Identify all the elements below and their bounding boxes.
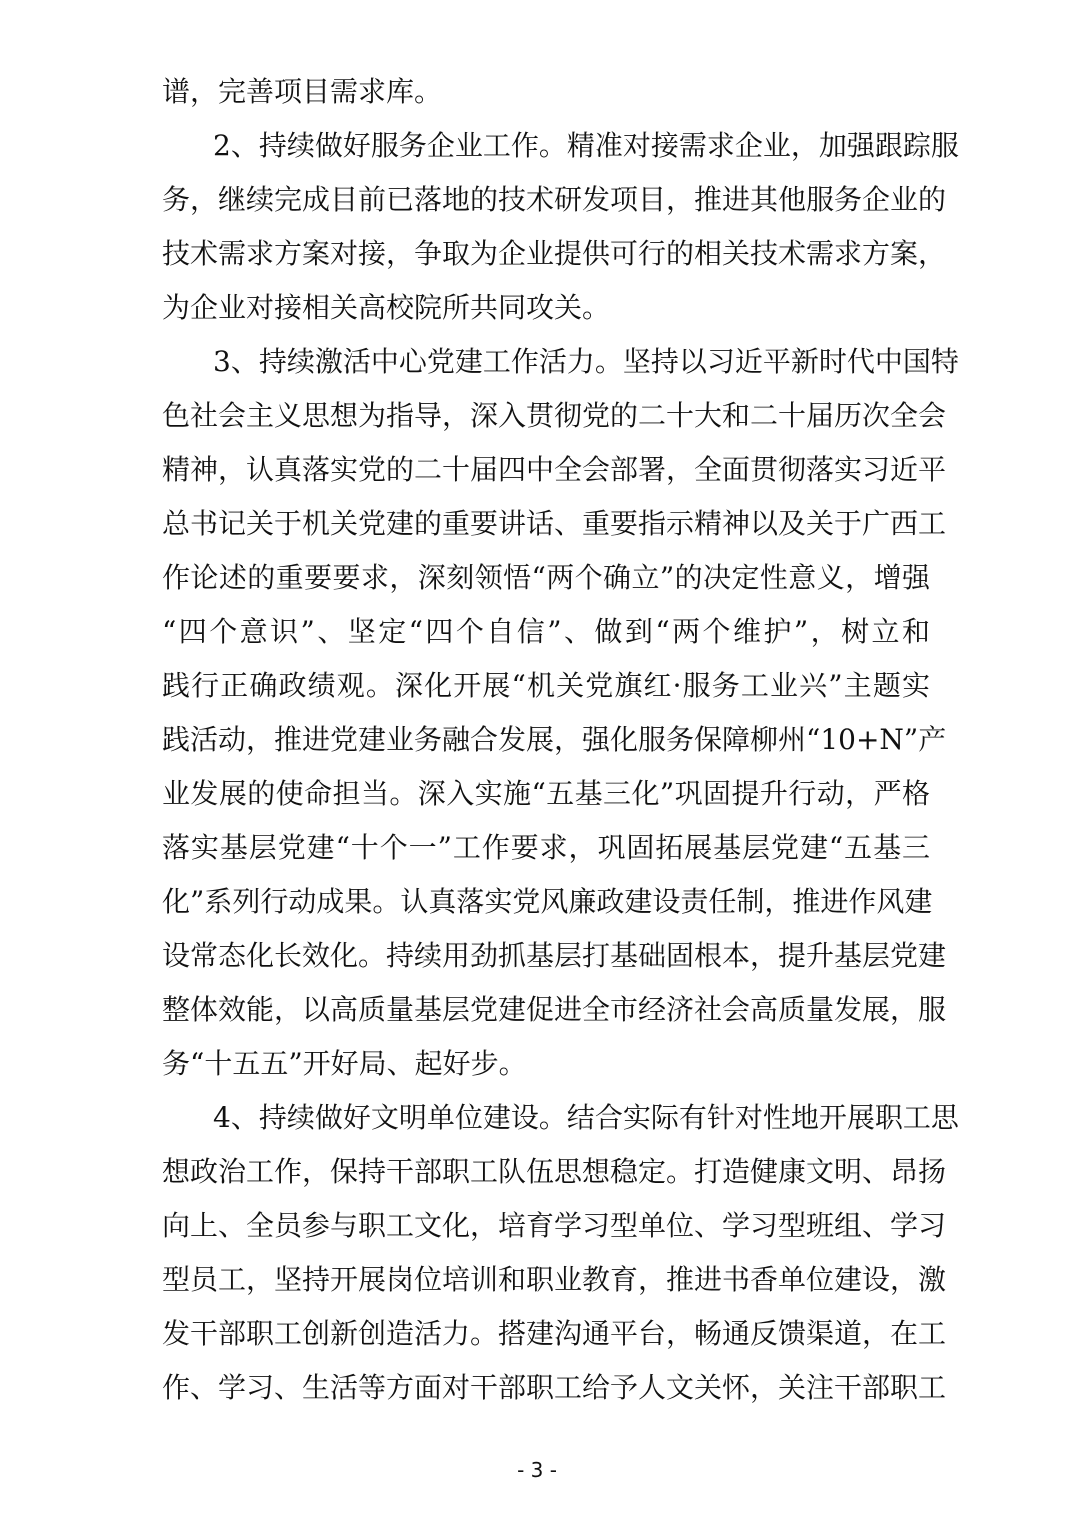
paragraph-4-first-line: 4、持续做好文明单位建设。结合实际有针对性地开展职工思 [213,1101,959,1134]
text-line: 型员工，坚持开展岗位培训和职业教育，推进书香单位建设，激 [162,1263,947,1296]
text-line: 向上、全员参与职工文化，培育学习型单位、学习型班组、学习 [162,1209,947,1242]
text-line: 务“十五五”开好局、起好步。 [162,1047,527,1080]
text-line: 发干部职工创新创造活力。搭建沟通平台，畅通反馈渠道，在工 [162,1317,947,1350]
paragraph-2-first-line: 2、持续做好服务企业工作。精准对接需求企业，加强跟踪服 [213,129,959,162]
text-line: 色社会主义思想为指导，深入贯彻党的二十大和二十届历次全会 [162,399,947,432]
text-line: 为企业对接相关高校院所共同攻关。 [162,291,611,324]
text-line: 总书记关于机关党建的重要讲话、重要指示精神以及关于广西工 [162,507,947,540]
text-line: 践行正确政绩观。深化开展“机关党旗红·服务工业兴”主题实 [162,669,930,702]
text-line: 践活动，推进党建业务融合发展，强化服务保障柳州“10+N”产 [162,723,947,756]
text-line: 作、学习、生活等方面对干部职工给予人文关怀，关注干部职工 [162,1371,947,1404]
paragraph-3-first-line: 3、持续激活中心党建工作活力。坚持以习近平新时代中国特 [213,345,959,378]
text-line: 落实基层党建“十个一”工作要求，巩固拓展基层党建“五基三 [162,831,930,864]
text-line: 整体效能，以高质量基层党建促进全市经济社会高质量发展，服 [162,993,947,1026]
text-line: 业发展的使命担当。深入实施“五基三化”巩固提升行动，严格 [162,777,930,810]
text-line: 精神，认真落实党的二十届四中全会部署，全面贯彻落实习近平 [162,453,947,486]
text-line: 谱，完善项目需求库。 [162,75,443,108]
page-number: - 3 - [517,1458,557,1482]
text-line: 技术需求方案对接，争取为企业提供可行的相关技术需求方案， [162,237,947,270]
text-line: “四个意识”、坚定“四个自信”、做到“两个维护”，树立和 [162,615,930,648]
text-line: 务，继续完成目前已落地的技术研发项目，推进其他服务企业的 [162,183,947,216]
text-line: 想政治工作，保持干部职工队伍思想稳定。打造健康文明、昂扬 [162,1155,947,1188]
text-line: 作论述的重要要求，深刻领悟“两个确立”的决定性意义，增强 [162,561,930,594]
text-line: 化”系列行动成果。认真落实党风廉政建设责任制，推进作风建 [162,885,933,918]
text-line: 设常态化长效化。持续用劲抓基层打基础固根本，提升基层党建 [162,939,947,972]
